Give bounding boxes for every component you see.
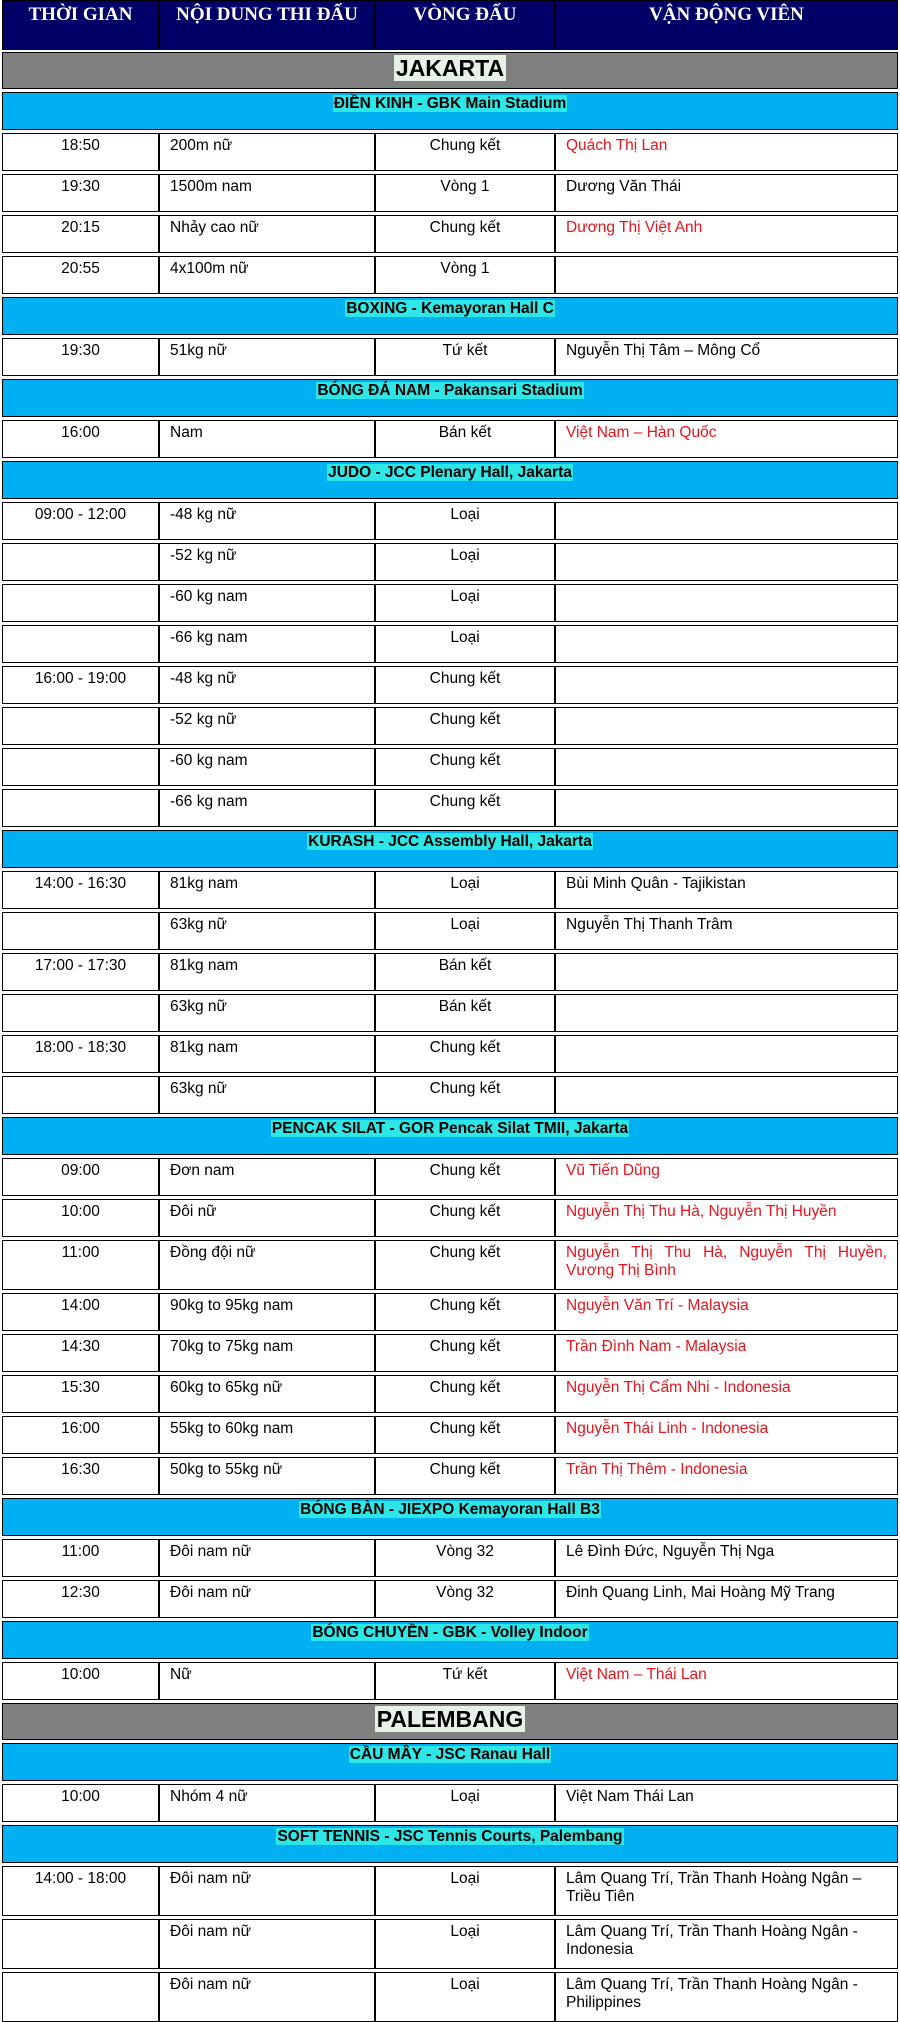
athlete-cell (555, 953, 898, 991)
round-cell: Chung kết (375, 1199, 555, 1237)
athlete-cell: Lâm Quang Trí, Trần Thanh Hoàng Ngân - Philippines (555, 1972, 898, 2022)
time-cell: 14:00 (2, 1293, 159, 1331)
time-cell: 17:00 - 17:30 (2, 953, 159, 991)
athlete-cell: Dương Thị Việt Anh (555, 215, 898, 253)
time-cell: 16:00 (2, 1416, 159, 1454)
athlete-cell (555, 1035, 898, 1073)
round-cell: Loại (375, 912, 555, 950)
athlete-cell (555, 543, 898, 581)
round-cell: Loại (375, 502, 555, 540)
round-cell: Loại (375, 1866, 555, 1916)
time-cell (2, 625, 159, 663)
athlete-cell (555, 707, 898, 745)
round-cell: Vòng 1 (375, 174, 555, 212)
time-cell: 10:00 (2, 1199, 159, 1237)
time-cell: 20:55 (2, 256, 159, 294)
time-cell: 15:30 (2, 1375, 159, 1413)
round-cell: Vòng 32 (375, 1580, 555, 1618)
event-cell: 51kg nữ (159, 338, 375, 376)
event-cell: Đôi nam nữ (159, 1919, 375, 1969)
section-heading (2, 1825, 898, 1863)
event-cell: -52 kg nữ (159, 543, 375, 581)
athlete-cell: Nguyễn Văn Trí - Malaysia (555, 1293, 898, 1331)
time-cell (2, 584, 159, 622)
athlete-cell (555, 1076, 898, 1114)
athlete-cell (555, 994, 898, 1032)
section-heading (2, 1117, 898, 1155)
round-cell: Loại (375, 871, 555, 909)
round-cell: Chung kết (375, 789, 555, 827)
round-cell: Loại (375, 625, 555, 663)
time-cell (2, 1919, 159, 1969)
athlete-cell: Trần Đình Nam - Malaysia (555, 1334, 898, 1372)
time-cell: 10:00 (2, 1662, 159, 1700)
event-cell: 63kg nữ (159, 994, 375, 1032)
athlete-cell (555, 666, 898, 704)
section-label: CẦU MÂY - JSC Ranau Hall (349, 1746, 551, 1763)
round-cell: Chung kết (375, 1293, 555, 1331)
athlete-cell: Việt Nam – Hàn Quốc (555, 420, 898, 458)
round-cell: Tứ kết (375, 338, 555, 376)
event-cell: 1500m nam (159, 174, 375, 212)
event-cell: Đơn nam (159, 1158, 375, 1196)
event-cell: -60 kg nam (159, 584, 375, 622)
section-label: KURASH - JCC Assembly Hall, Jakarta (308, 833, 592, 850)
athlete-cell: Lâm Quang Trí, Trần Thanh Hoàng Ngân – Triều Tiên (555, 1866, 898, 1916)
city-label: PALEMBANG (376, 1706, 524, 1732)
event-cell: 4x100m nữ (159, 256, 375, 294)
section-label: SOFT TENNIS - JSC Tennis Courts, Palembang (277, 1828, 623, 1845)
round-cell: Chung kết (375, 748, 555, 786)
time-cell (2, 912, 159, 950)
athlete-cell: Nguyễn Thị Thu Hà, Nguyễn Thị Huyền, Vương Thị Bình (555, 1240, 898, 1290)
time-cell (2, 1076, 159, 1114)
time-cell (2, 994, 159, 1032)
event-cell: 81kg nam (159, 871, 375, 909)
section-label: BÓNG CHUYỀN - GBK - Volley Indoor (312, 1624, 588, 1641)
round-cell: Vòng 1 (375, 256, 555, 294)
time-cell: 19:30 (2, 338, 159, 376)
round-cell: Chung kết (375, 1334, 555, 1372)
time-cell: 11:00 (2, 1539, 159, 1577)
city-heading (2, 52, 898, 89)
time-cell (2, 748, 159, 786)
time-cell: 09:00 (2, 1158, 159, 1196)
section-label: ĐIỀN KINH - GBK Main Stadium (333, 95, 567, 112)
time-cell (2, 543, 159, 581)
event-cell: -52 kg nữ (159, 707, 375, 745)
round-cell: Loại (375, 1972, 555, 2022)
round-cell: Chung kết (375, 215, 555, 253)
section-heading (2, 379, 898, 417)
round-cell: Chung kết (375, 666, 555, 704)
athlete-cell: Trần Thị Thêm - Indonesia (555, 1457, 898, 1495)
header-cell: NỘI DUNG THI ĐẤU (159, 0, 375, 50)
section-heading (2, 92, 898, 130)
event-cell: 63kg nữ (159, 912, 375, 950)
event-cell: Nam (159, 420, 375, 458)
time-cell: 11:00 (2, 1240, 159, 1290)
athlete-cell: Bùi Minh Quân - Tajikistan (555, 871, 898, 909)
athlete-cell: Dương Văn Thái (555, 174, 898, 212)
athlete-cell: Nguyễn Thị Cẩm Nhi - Indonesia (555, 1375, 898, 1413)
time-cell: 20:15 (2, 215, 159, 253)
section-label: JUDO - JCC Plenary Hall, Jakarta (328, 464, 572, 481)
section-label: BÓNG ĐÁ NAM - Pakansari Stadium (317, 382, 583, 399)
athlete-cell: Quách Thị Lan (555, 133, 898, 171)
round-cell: Chung kết (375, 1375, 555, 1413)
event-cell: Đôi nam nữ (159, 1972, 375, 2022)
event-cell: Đôi nam nữ (159, 1866, 375, 1916)
athlete-cell: Nguyễn Thị Thu Hà, Nguyễn Thị Huyền (555, 1199, 898, 1237)
section-label: BOXING - Kemayoran Hall C (346, 300, 554, 317)
event-cell: 81kg nam (159, 1035, 375, 1073)
round-cell: Chung kết (375, 1035, 555, 1073)
round-cell: Chung kết (375, 1158, 555, 1196)
round-cell: Chung kết (375, 1457, 555, 1495)
round-cell: Bán kết (375, 994, 555, 1032)
athlete-cell: Nguyễn Thị Thanh Trâm (555, 912, 898, 950)
event-cell: Đôi nam nữ (159, 1580, 375, 1618)
time-cell: 09:00 - 12:00 (2, 502, 159, 540)
round-cell: Chung kết (375, 1416, 555, 1454)
event-cell: 50kg to 55kg nữ (159, 1457, 375, 1495)
round-cell: Loại (375, 1784, 555, 1822)
time-cell (2, 707, 159, 745)
section-heading (2, 1498, 898, 1536)
time-cell: 14:00 - 16:30 (2, 871, 159, 909)
event-cell: Đôi nữ (159, 1199, 375, 1237)
event-cell: 70kg to 75kg nam (159, 1334, 375, 1372)
section-label: BÓNG BÀN - JIEXPO Kemayoran Hall B3 (300, 1501, 600, 1518)
round-cell: Chung kết (375, 133, 555, 171)
round-cell: Loại (375, 584, 555, 622)
event-cell: Nữ (159, 1662, 375, 1700)
event-cell: 81kg nam (159, 953, 375, 991)
city-heading (2, 1703, 898, 1740)
time-cell: 19:30 (2, 174, 159, 212)
athlete-cell: Việt Nam – Thái Lan (555, 1662, 898, 1700)
athlete-cell (555, 789, 898, 827)
section-heading (2, 461, 898, 499)
time-cell (2, 1972, 159, 2022)
event-cell: -48 kg nữ (159, 502, 375, 540)
athlete-cell (555, 502, 898, 540)
round-cell: Chung kết (375, 1240, 555, 1290)
event-cell: 55kg to 60kg nam (159, 1416, 375, 1454)
event-cell: Nhóm 4 nữ (159, 1784, 375, 1822)
section-label: PENCAK SILAT - GOR Pencak Silat TMII, Jakarta (271, 1120, 629, 1137)
header-cell: VẬN ĐỘNG VIÊN (555, 0, 898, 50)
athlete-cell: Nguyễn Thái Linh - Indonesia (555, 1416, 898, 1454)
athlete-cell: Vũ Tiến Dũng (555, 1158, 898, 1196)
round-cell: Loại (375, 543, 555, 581)
time-cell: 16:30 (2, 1457, 159, 1495)
time-cell: 18:50 (2, 133, 159, 171)
header-cell: THỜI GIAN (2, 0, 159, 50)
time-cell: 16:00 - 19:00 (2, 666, 159, 704)
time-cell (2, 789, 159, 827)
round-cell: Tứ kết (375, 1662, 555, 1700)
athlete-cell (555, 256, 898, 294)
athlete-cell: Việt Nam Thái Lan (555, 1784, 898, 1822)
event-cell: -66 kg nam (159, 625, 375, 663)
event-cell: -60 kg nam (159, 748, 375, 786)
time-cell: 14:00 - 18:00 (2, 1866, 159, 1916)
event-cell: 60kg to 65kg nữ (159, 1375, 375, 1413)
header-cell: VÒNG ĐẤU (375, 0, 555, 50)
event-cell: -48 kg nữ (159, 666, 375, 704)
athlete-cell (555, 584, 898, 622)
section-heading (2, 297, 898, 335)
athlete-cell (555, 625, 898, 663)
round-cell: Chung kết (375, 1076, 555, 1114)
time-cell: 14:30 (2, 1334, 159, 1372)
athlete-cell: Đinh Quang Linh, Mai Hoàng Mỹ Trang (555, 1580, 898, 1618)
city-label: JAKARTA (395, 55, 505, 81)
time-cell: 16:00 (2, 420, 159, 458)
section-heading (2, 1621, 898, 1659)
event-cell: Nhảy cao nữ (159, 215, 375, 253)
section-heading (2, 1743, 898, 1781)
event-cell: 200m nữ (159, 133, 375, 171)
round-cell: Bán kết (375, 420, 555, 458)
round-cell: Chung kết (375, 707, 555, 745)
athlete-cell (555, 748, 898, 786)
time-cell: 12:30 (2, 1580, 159, 1618)
section-heading (2, 830, 898, 868)
time-cell: 18:00 - 18:30 (2, 1035, 159, 1073)
event-cell: 90kg to 95kg nam (159, 1293, 375, 1331)
athlete-cell: Nguyễn Thị Tâm – Mông Cổ (555, 338, 898, 376)
event-cell: Đôi nam nữ (159, 1539, 375, 1577)
event-cell: Đồng đội nữ (159, 1240, 375, 1290)
time-cell: 10:00 (2, 1784, 159, 1822)
athlete-cell: Lê Đình Đức, Nguyễn Thị Nga (555, 1539, 898, 1577)
round-cell: Vòng 32 (375, 1539, 555, 1577)
round-cell: Bán kết (375, 953, 555, 991)
round-cell: Loại (375, 1919, 555, 1969)
event-cell: -66 kg nam (159, 789, 375, 827)
athlete-cell: Lâm Quang Trí, Trần Thanh Hoàng Ngân - Indonesia (555, 1919, 898, 1969)
event-cell: 63kg nữ (159, 1076, 375, 1114)
